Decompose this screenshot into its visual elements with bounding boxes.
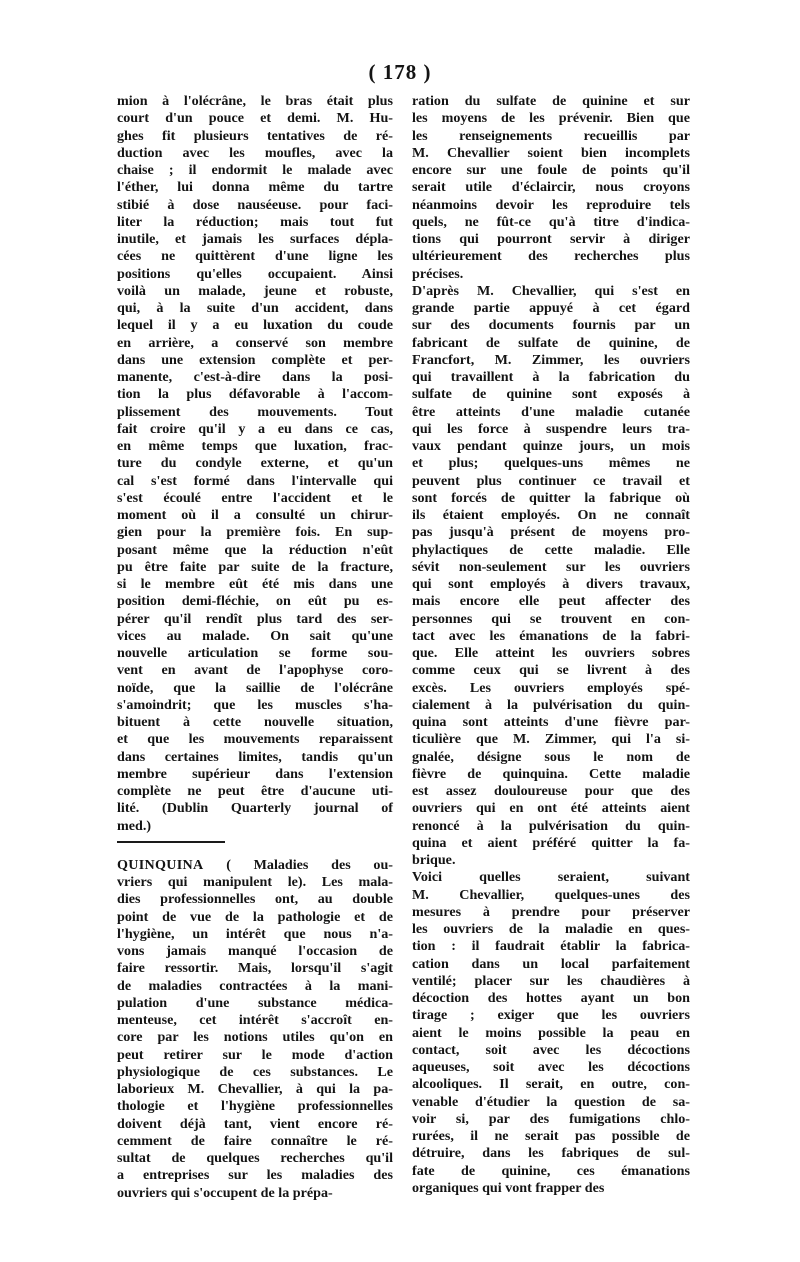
text-line: tions qui pourront servir à diriger xyxy=(412,231,690,247)
text-line: nouvelle articulation se forme sou- xyxy=(117,645,393,661)
text-line: menteuse, cet intérêt s'accroît en- xyxy=(117,1012,393,1028)
text-line: est assez douloureuse pour que des xyxy=(412,783,690,799)
left-column-text-part-2 xyxy=(117,874,393,1202)
text-line: rurées, il ne serait pas possible de xyxy=(412,1128,690,1144)
text-line: M. Chevallier soient bien incomplets xyxy=(412,144,690,161)
text-line: fait croire qu'il y a eu dans ce cas, xyxy=(117,420,393,437)
text-line: détruire, dans les fabriques de sul- xyxy=(412,1145,690,1162)
text-line: vons jamais manqué l'occasion de xyxy=(117,943,393,959)
text-line: s'est écoulé entre l'accident et le xyxy=(117,489,393,506)
right-column-text xyxy=(412,93,690,1197)
text-line: faire ressortir. Mais, lorsqu'il s'agit xyxy=(117,960,393,977)
text-line: court d'un pouce et demi. M. Hu- xyxy=(117,110,393,127)
text-line: mais encore elle peut affecter des xyxy=(412,593,690,610)
text-line: med.) xyxy=(117,817,152,834)
text-line: tact avec les émanations de la fabri- xyxy=(412,627,690,644)
text-line: vriers qui manipulent le). Les mala- xyxy=(117,874,393,890)
text-line: quina sont atteints d'une fièvre par- xyxy=(412,714,690,730)
text-line: vices au malade. On sait qu'une xyxy=(117,627,393,644)
text-line: ghes fit plusieurs tentatives de ré- xyxy=(117,127,393,144)
text-line: brique. xyxy=(412,852,456,868)
text-line: ticulière que M. Zimmer, qui l'a si- xyxy=(412,731,690,748)
text-line: physiologique de ces substances. Le xyxy=(117,1063,393,1080)
text-line: voir si, par des fumigations chlo- xyxy=(412,1110,690,1127)
text-line: point de vue de la pathologie et de xyxy=(117,908,393,925)
text-line: les renseignements recueillis par xyxy=(412,127,690,144)
text-line: qui travaillent à la fabrication du xyxy=(412,369,690,385)
text-line: sévit non-seulement sur les ouvriers xyxy=(412,558,690,575)
text-line: ultérieurement des recherches plus xyxy=(412,248,690,265)
text-line: s'amoindrit; que les muscles s'ha- xyxy=(117,696,393,713)
text-line: et que les mouvements reparaissent xyxy=(117,731,393,748)
text-line: l'hygiène, un intérêt que nous n'a- xyxy=(117,925,393,942)
text-line: dies professionnelles ont, au double xyxy=(117,891,393,908)
text-line: noïde, que la saillie de l'olécrâne xyxy=(117,679,393,696)
text-line: sultat de quelques recherches qu'il xyxy=(117,1150,393,1166)
text-line: bituent à cette nouvelle situation, xyxy=(117,714,393,730)
text-line: mion à l'olécrâne, le bras était plus xyxy=(117,93,393,109)
text-line: inutile, et jamais les surfaces dépla- xyxy=(117,231,393,247)
text-line: fabricant de sulfate de quinine, de xyxy=(412,334,690,351)
text-line: pérer qu'il rendît plus tard des ser- xyxy=(117,610,393,627)
text-line: tion : il faudrait établir la fabrica- xyxy=(412,938,690,955)
text-line: fièvre de quinquina. Cette maladie xyxy=(412,765,690,782)
text-line: ration du sulfate de quinine et sur xyxy=(412,93,690,109)
text-line: alcooliques. Il serait, en outre, con- xyxy=(412,1076,690,1093)
text-line: duction avec les moufles, avec la xyxy=(117,144,393,161)
text-line: stibié à dose nauséeuse. pour faci- xyxy=(117,196,393,213)
text-line: comme ceux qui se livrent à des xyxy=(412,662,690,679)
text-line: aqueuses, soit avec les décoctions xyxy=(412,1059,690,1075)
text-line: néanmoins devoir les reproduire tels xyxy=(412,196,690,213)
text-line: les ouvriers de la maladie en ques- xyxy=(412,921,690,937)
text-line: cation dans un local parfaitement xyxy=(412,955,690,972)
right-column xyxy=(412,93,690,1197)
text-line: organiques qui vont frapper des xyxy=(412,1179,605,1196)
text-line: ventilé; placer sur les chaudières à xyxy=(412,972,690,989)
text-line: plissement des mouvements. Tout xyxy=(117,403,393,420)
text-line: voilà un malade, jeune et robuste, xyxy=(117,282,393,299)
text-line: Francfort, M. Zimmer, les ouvriers xyxy=(412,351,690,368)
text-line: aient le moins possible la peau en xyxy=(412,1024,690,1041)
text-line: dans certaines limites, tandis qu'un xyxy=(117,748,393,765)
text-line: complète ne peut être d'aucune uti- xyxy=(117,783,393,799)
text-line: cialement à la pulvérisation du quin- xyxy=(412,696,690,713)
text-line: membre supérieur dans l'extension xyxy=(117,765,393,782)
text-line: dans une extension complète et per- xyxy=(117,351,393,368)
text-line: et plus; quelques-uns mêmes ne xyxy=(412,455,690,472)
text-line: thologie et l'hygiène professionnelles xyxy=(117,1098,393,1115)
text-line: que. Elle atteint les ouvriers sobres xyxy=(412,645,690,661)
text-line: chaise ; il endormit le malade avec xyxy=(117,162,393,178)
text-line: ouvriers qui en ont été atteints aient xyxy=(412,800,690,817)
text-line: sulfate de quinine sont exposés à xyxy=(412,386,690,403)
text-line: précises. xyxy=(412,265,464,282)
text-line: sur des documents fournis par un xyxy=(412,317,690,334)
text-line: tirage ; exiger que les ouvriers xyxy=(412,1007,690,1024)
text-line: pas jusqu'à présent de moyens pro- xyxy=(412,524,690,541)
text-line: mesures à prendre pour préserver xyxy=(412,903,690,920)
text-line: excès. Les ouvriers employés spé- xyxy=(412,679,690,696)
text-line: être atteints d'une maladie cutanée xyxy=(412,403,690,420)
text-line: quina et aient préféré quitter la fa- xyxy=(412,834,690,851)
text-line: manente, c'est-à-dire dans la posi- xyxy=(117,369,393,385)
text-line: personnes qui se trouvent en con- xyxy=(412,610,690,627)
text-line: position demi-fléchie, on eût pu es- xyxy=(117,593,393,610)
text-line: encore sur une foule de points qu'il xyxy=(412,162,690,178)
text-line: en arrière, a conservé son membre xyxy=(117,334,393,351)
text-line: vaux pendant quinze jours, un mois xyxy=(412,438,690,454)
text-line: de maladies contractées à la mani- xyxy=(117,977,393,994)
text-line: si le membre eût été mis dans une xyxy=(117,576,393,592)
text-line: positions qu'elles occupaient. Ainsi xyxy=(117,265,393,282)
text-line: serait utile d'éclaircir, nous croyons xyxy=(412,179,690,196)
text-line: Voici quelles seraient, suivant xyxy=(412,869,690,886)
section-heading-line xyxy=(117,857,393,874)
text-line: pu être faite par suite de la fracture, xyxy=(117,558,393,575)
text-line: fate de quinine, ces émanations xyxy=(412,1162,690,1179)
text-line: liter la réduction; mais tout fut xyxy=(117,213,393,230)
text-line: moment où il a consulté un chirur- xyxy=(117,507,393,523)
text-line: laborieux M. Chevallier, à qui la pa- xyxy=(117,1081,393,1097)
text-line: gnalée, désigne sous le nom de xyxy=(412,748,690,765)
text-line: sont forcés de quitter la fabrique où xyxy=(412,489,690,506)
text-line: décoction des hottes ayant un bon xyxy=(412,990,690,1006)
text-line: posant même que la réduction n'eût xyxy=(117,541,393,558)
text-line: renoncé à la pulvérisation du quin- xyxy=(412,817,690,834)
text-line: lequel il y a eu luxation du coude xyxy=(117,317,393,334)
text-line: peuvent plus continuer ce travail et xyxy=(412,472,690,489)
text-line: contact, soit avec les décoctions xyxy=(412,1041,690,1058)
text-line: lité. (Dublin Quarterly journal of xyxy=(117,800,393,817)
text-line: cemment de faire connaître le ré- xyxy=(117,1132,393,1149)
text-line: qui, à la suite d'un accident, dans xyxy=(117,300,393,316)
text-line: grande partie appuyé à cet égard xyxy=(412,300,690,316)
text-line: vent en avant de l'apophyse coro- xyxy=(117,662,393,679)
section-heading-subtitle: ( Maladies des ou- xyxy=(203,856,393,873)
text-line: tion la plus défavorable à l'accom- xyxy=(117,386,393,403)
text-line: quels, ne fût-ce qu'à titre d'indica- xyxy=(412,213,690,230)
text-line: doivent déjà tant, vient encore ré- xyxy=(117,1115,393,1132)
text-line: D'après M. Chevallier, qui s'est en xyxy=(412,282,690,299)
text-line: M. Chevallier, quelques-unes des xyxy=(412,886,690,903)
section-divider xyxy=(117,841,225,843)
text-line: ture du condyle externe, et qu'un xyxy=(117,455,393,472)
text-line: venable d'étudier la question de sa- xyxy=(412,1093,690,1110)
left-column-text-part-1 xyxy=(117,93,393,835)
text-line: peut retirer sur le mode d'action xyxy=(117,1046,393,1063)
text-line: les moyens de les prévenir. Bien que xyxy=(412,110,690,127)
page-number: ( 178 ) xyxy=(368,60,432,84)
text-line: qui sont employés à divers travaux, xyxy=(412,576,690,592)
text-line: en même temps que luxation, frac- xyxy=(117,438,393,454)
section-heading: QUINQUINA xyxy=(117,856,204,873)
text-line: core par les notions utiles qu'on en xyxy=(117,1029,393,1046)
text-line: ils étaient employés. On ne connaît xyxy=(412,507,690,523)
text-line: cal s'est formé dans l'intervalle qui xyxy=(117,472,393,489)
text-line: phylactiques de cette maladie. Elle xyxy=(412,541,690,558)
left-column xyxy=(117,93,393,1202)
text-line: gien pour la première fois. En sup- xyxy=(117,524,393,541)
text-line: l'éther, lui donna même du tartre xyxy=(117,179,393,196)
text-line: pulation d'une substance médica- xyxy=(117,994,393,1011)
text-line: ouvriers qui s'occupent de la prépa- xyxy=(117,1184,333,1201)
text-line: cées ne quittèrent d'une ligne les xyxy=(117,248,393,265)
text-line: qui les force à suspendre leurs tra- xyxy=(412,420,690,437)
text-line: a entreprises sur les maladies des xyxy=(117,1167,393,1184)
